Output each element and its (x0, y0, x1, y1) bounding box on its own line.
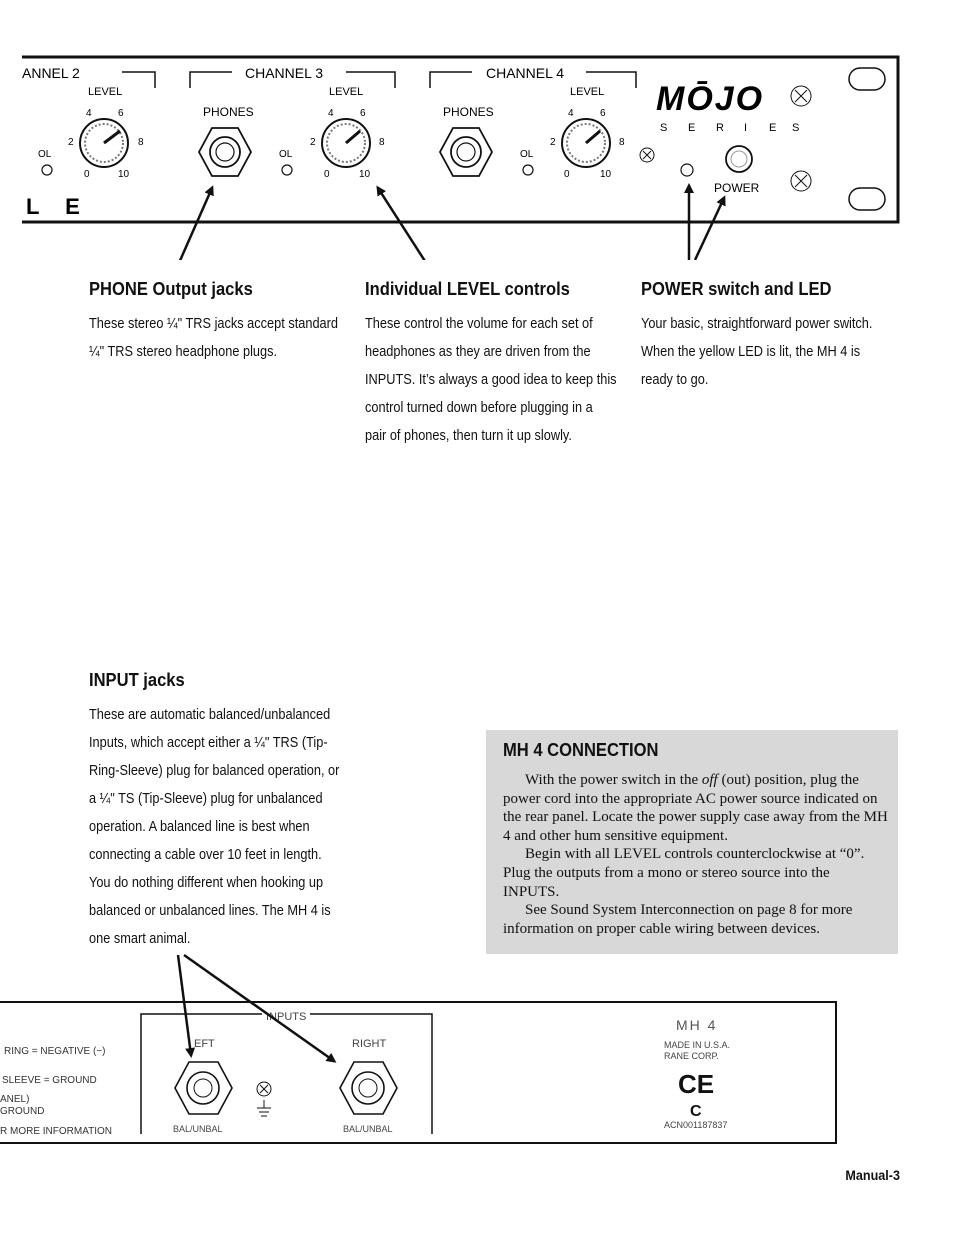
callout-heading: POWER switch and LED (641, 279, 832, 299)
svg-text:PHONES: PHONES (443, 105, 494, 119)
svg-text:OL: OL (279, 149, 293, 160)
arrow-level (378, 188, 432, 260)
right-input-label: RIGHT (352, 1038, 387, 1050)
svg-text:4: 4 (86, 108, 92, 119)
bal-unbal-right: BAL/UNBAL (343, 1124, 393, 1134)
svg-text:LEVEL: LEVEL (88, 86, 123, 98)
power-led (681, 164, 693, 176)
level-knob-ch4[interactable] (550, 86, 625, 180)
svg-text:8: 8 (138, 137, 144, 148)
svg-text:6: 6 (360, 108, 366, 119)
model-label: MH 4 (676, 1017, 718, 1033)
sleeve-legend: SLEEVE = GROUND (2, 1075, 97, 1086)
level-knob-ch3[interactable] (310, 86, 385, 180)
callout-body: These control the volume for each set of headphones as they are driven from the INPUTS. It’s always a good idea to keep this control turned down before plugging in a pair of phones, then turn it up slowly. (365, 316, 617, 444)
input-jacks-heading: INPUT jacks (89, 670, 185, 690)
channel-2-label: ANNEL 2 (22, 65, 80, 81)
page-number: Manual-3 (845, 1167, 900, 1183)
svg-text:4: 4 (568, 108, 574, 119)
rack-slot (849, 188, 885, 210)
svg-text:LEVEL: LEVEL (329, 86, 364, 98)
svg-text:S: S (792, 122, 800, 134)
callout-body: Your basic, straightforward power switch. When the yellow LED is lit, the MH 4 is ready to go. (641, 316, 873, 388)
svg-text:6: 6 (118, 108, 124, 119)
panel-legend: ANEL) (0, 1094, 30, 1105)
svg-text:10: 10 (118, 169, 130, 180)
info-legend: R MORE INFORMATION (0, 1126, 113, 1137)
corp-label: RANE CORP. (664, 1051, 719, 1061)
phones-jack-ch4[interactable] (440, 105, 494, 176)
svg-text:10: 10 (359, 169, 371, 180)
mojo-logo: MŌJO (656, 80, 765, 118)
callout-heading: Individual LEVEL controls (365, 279, 570, 299)
svg-text:E: E (769, 122, 777, 134)
svg-text:OL: OL (520, 149, 534, 160)
rear-panel-illustration (0, 950, 954, 1150)
mh4-connection-box (486, 730, 898, 954)
screw-icon (640, 148, 654, 162)
ring-legend: RING = NEGATIVE (−) (4, 1046, 106, 1057)
svg-text:S: S (660, 122, 668, 134)
power-label: POWER (714, 181, 760, 195)
svg-text:R: R (716, 122, 724, 134)
ground-screw-icon (257, 1082, 271, 1116)
svg-text:E: E (688, 122, 696, 134)
level-knob-ch2[interactable] (68, 86, 144, 180)
svg-text:I: I (744, 122, 748, 134)
svg-text:0: 0 (564, 169, 570, 180)
panel-partial-label: L E (26, 194, 90, 219)
screw-icon (791, 171, 811, 191)
svg-text:2: 2 (550, 137, 556, 148)
screw-icon (791, 86, 811, 106)
svg-text:8: 8 (379, 137, 385, 148)
arrow-power-switch (695, 198, 724, 260)
ground-legend: GROUND (0, 1106, 45, 1117)
callout-heading: PHONE Output jacks (89, 279, 253, 299)
channel-4-label: CHANNEL 4 (486, 65, 565, 81)
ce-mark-icon: CE (678, 1069, 715, 1099)
callout-body: These stereo ¼" TRS jacks accept standard ¼" TRS stereo headphone plugs. (89, 316, 338, 360)
callout-power (641, 279, 901, 394)
svg-text:6: 6 (600, 108, 606, 119)
rack-slot (849, 68, 885, 90)
acn-label: ACN001187837 (664, 1120, 728, 1130)
callout-phone-output (89, 279, 349, 366)
input-jacks-section (89, 670, 359, 953)
connection-heading: MH 4 CONNECTION (503, 740, 659, 760)
svg-text:PHONES: PHONES (203, 105, 254, 119)
input-jack-right[interactable] (340, 1062, 397, 1114)
ol-led-ch2 (38, 149, 52, 175)
svg-text:8: 8 (619, 137, 625, 148)
connection-body (503, 771, 888, 938)
svg-text:2: 2 (310, 137, 316, 148)
inputs-label: INPUTS (266, 1011, 307, 1023)
bal-unbal-left: BAL/UNBAL (173, 1124, 223, 1134)
svg-text:10: 10 (600, 169, 612, 180)
input-jack-left[interactable] (175, 1062, 232, 1114)
svg-text:4: 4 (328, 108, 334, 119)
svg-text:2: 2 (68, 137, 74, 148)
channel-3-label: CHANNEL 3 (245, 65, 324, 81)
connection-paragraph: See Sound System Interconnection on page 8 for more information on proper cable wiring between devices. (503, 902, 853, 937)
front-panel-illustration (0, 0, 954, 260)
svg-text:0: 0 (324, 169, 330, 180)
input-jacks-body: These are automatic balanced/unbalanced Inputs, which accept either a ¼" TRS (Tip- Ring-Sleeve) plug for balanced operation, or a ¼" TS (Tip-Sleeve) plug for unbalanced operation. A balanced line is best when connecting a cable over 10 feet in length. You do nothing different when hooking up balanced or unbalanced lines. The MH 4 is one smart animal. (89, 707, 340, 947)
arrow-input-left (178, 955, 191, 1055)
svg-text:OL: OL (38, 149, 52, 160)
connection-paragraph: With the power switch in the off (out) position, plug the power cord into the appropriate AC power source indicated on the rear panel. Locate the power supply case away from the MH 4 and other hum sensitive equipment. (503, 772, 888, 844)
callout-level-controls (365, 279, 625, 450)
arrow-phones (175, 188, 212, 260)
ol-led-ch3 (279, 149, 293, 175)
svg-text:0: 0 (84, 169, 90, 180)
power-switch[interactable] (726, 146, 752, 172)
ol-led-ch4 (520, 149, 534, 175)
svg-text:LEVEL: LEVEL (570, 86, 605, 98)
made-in-label: MADE IN U.S.A. (664, 1040, 731, 1050)
series-label (660, 122, 799, 134)
left-input-label: EFT (194, 1038, 215, 1050)
connection-paragraph: Begin with all LEVEL controls counterclockwise at “0”. Plug the outputs from a mono or stereo source into the INPUTS. (503, 846, 865, 900)
phones-jack-ch3[interactable] (199, 105, 254, 176)
c-tick-icon: C (690, 1103, 702, 1120)
